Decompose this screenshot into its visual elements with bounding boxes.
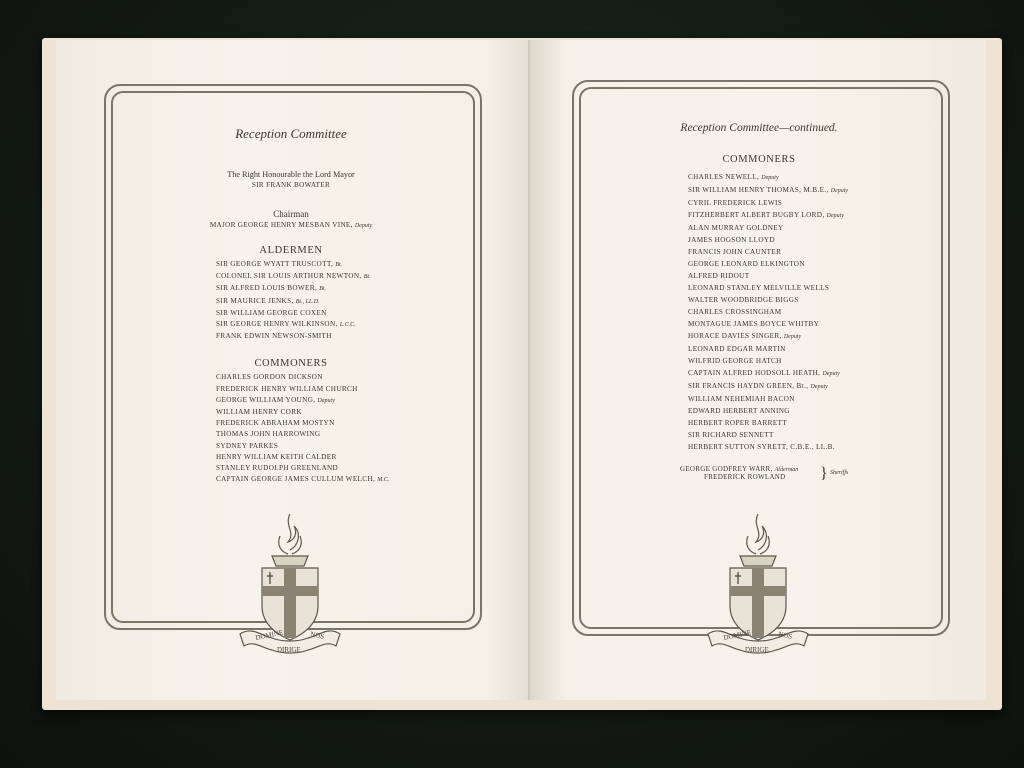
lord-mayor-block (116, 170, 466, 189)
member-suffix: L.C.C. (339, 322, 356, 329)
member-row (688, 355, 934, 367)
member-name: SIR GEORGE HENRY WILKINSON, (216, 320, 338, 329)
member-name: LEONARD STANLEY MELVILLE WELLS (688, 284, 830, 292)
member-name: FREDERICK ABRAHAM MOSTYN (216, 419, 335, 428)
chairman-name-text: MAJOR GEORGE HENRY MESBAN VINE, (209, 221, 353, 229)
member-name: CAPTAIN GEORGE JAMES CULLUM WELCH, (216, 475, 376, 484)
member-row (688, 330, 934, 343)
member-suffix: Bt. (319, 286, 327, 293)
member-row (688, 209, 934, 222)
member-name: GEORGE WILLIAM YOUNG, (216, 395, 316, 404)
right-commoners-heading: COMMONERS (722, 154, 796, 165)
member-name: MONTAGUE JAMES BOYCE WHITBY (688, 320, 820, 328)
crest-motto-left: DOMINE (254, 628, 284, 642)
member-row (216, 319, 466, 331)
member-row (216, 331, 466, 342)
member-name: FITZHERBERT ALBERT BUGBY LORD, (688, 211, 825, 219)
member-name: FRANCIS JOHN CAUNTER (688, 248, 782, 256)
sheriff-1-suffix: Alderman (774, 467, 799, 473)
sheriffs-label: Sheriffs (830, 470, 849, 476)
left-page (56, 40, 528, 700)
lord-mayor-name: SIR FRANK BOWATER (251, 181, 331, 189)
member-row (216, 429, 466, 440)
member-suffix: Deputy (783, 334, 802, 340)
member-name: SIR GEORGE WYATT TRUSCOTT, (216, 260, 334, 268)
right-commoners-list (688, 171, 934, 453)
member-name: FREDERICK HENRY WILLIAM CHURCH (216, 384, 358, 393)
right-page-content (584, 122, 934, 481)
sheriffs-block (680, 465, 934, 481)
member-row (688, 234, 934, 246)
member-name: WILFRID GEORGE HATCH (688, 357, 782, 365)
member-suffix: Deputy (830, 188, 849, 194)
member-name: COLONEL SIR LOUIS ARTHUR NEWTON, (216, 272, 362, 281)
member-name: ALFRED RIDOUT (688, 272, 750, 280)
sheriffs-brace: } (820, 465, 828, 482)
member-name: LEONARD EDGAR MARTIN (688, 345, 786, 353)
member-row (688, 171, 934, 184)
member-name: CHARLES GORDON DICKSON (216, 373, 323, 382)
member-row (216, 271, 466, 283)
city-crest-left (232, 506, 348, 660)
sheriff-1-name: GEORGE GODFREY WARR, (680, 465, 773, 473)
member-suffix: Bt. (335, 262, 343, 268)
member-name: WILLIAM NEHEMIAH BACON (688, 395, 795, 403)
member-row (688, 380, 934, 393)
member-row (688, 197, 934, 209)
member-name: SIR FRANCIS HAYDN GREEN, Bt., (688, 382, 809, 390)
member-row (216, 452, 466, 463)
member-row (216, 418, 466, 429)
member-row (216, 474, 466, 486)
member-name: SIR ALFRED LOUIS BOWER, (216, 284, 318, 293)
lord-mayor-heading: The Right Honourable the Lord Mayor (227, 170, 355, 179)
crest-motto-right: NOS (309, 630, 325, 641)
member-suffix: Deputy (317, 397, 335, 404)
open-booklet (42, 30, 1002, 710)
aldermen-heading: ALDERMEN (259, 245, 323, 256)
member-row (688, 270, 934, 282)
member-row (216, 259, 466, 271)
member-name: ALAN MURRAY GOLDNEY (688, 224, 784, 232)
member-name: SIR MAURICE JENKS, (216, 296, 294, 305)
member-row (216, 384, 466, 395)
member-row (688, 318, 934, 330)
member-name: JAMES HOGSON LLOYD (688, 236, 775, 244)
member-row (688, 294, 934, 306)
member-row (216, 441, 466, 452)
chairman-name (116, 221, 466, 229)
member-row (688, 343, 934, 355)
member-name: FRANK EDWIN NEWSON-SMITH (216, 332, 332, 341)
member-row (688, 405, 934, 417)
member-name: EDWARD HERBERT ANNING (688, 407, 790, 415)
member-row (688, 393, 934, 405)
member-row (216, 372, 466, 383)
left-commoners-list (216, 372, 466, 486)
member-name: SYDNEY PARKES (216, 441, 279, 450)
member-row (688, 246, 934, 258)
member-row (216, 407, 466, 418)
member-name: SIR RICHARD SENNETT (688, 431, 774, 439)
member-row (688, 441, 934, 453)
member-suffix: Bt. (363, 274, 371, 281)
member-name: CYRIL FREDERICK LEWIS (688, 199, 783, 207)
left-page-content (116, 126, 466, 486)
member-row (688, 184, 934, 197)
member-name: HERBERT SUTTON SYRETT, C.B.E., LL.B. (688, 443, 835, 451)
member-row (688, 306, 934, 318)
member-row (216, 395, 466, 407)
member-name: WALTER WOODBRIDGE BIGGS (688, 296, 799, 304)
member-name: STANLEY RUDOLPH GREENLAND (216, 464, 339, 473)
member-name: SIR WILLIAM GEORGE COXEN (216, 308, 327, 317)
member-row (216, 463, 466, 474)
member-row (216, 296, 466, 308)
member-row (688, 367, 934, 380)
member-row (688, 222, 934, 234)
member-row (688, 282, 934, 294)
member-row (688, 429, 934, 441)
member-name: CAPTAIN ALFRED HODSOLL HEATH, (688, 369, 821, 377)
member-row (216, 283, 466, 295)
chairman-block (116, 209, 466, 229)
crest-motto-bottom-2: DIRIGE (745, 646, 769, 654)
member-row (688, 258, 934, 270)
city-crest-right (700, 506, 816, 660)
member-name: HORACE DAVIES SINGER, (688, 332, 782, 340)
crest-motto-right-2: NOS (777, 630, 793, 641)
crest-motto-left-2: DOMINE (722, 628, 752, 642)
member-suffix: M.C. (377, 477, 390, 484)
right-page-title: Reception Committee—continued. (680, 122, 838, 134)
aldermen-list (216, 259, 466, 342)
member-name: HENRY WILLIAM KEITH CALDER (216, 452, 337, 461)
member-suffix: Bt., LL.D. (295, 298, 320, 305)
member-suffix: Deputy (761, 175, 779, 181)
member-name: WILLIAM HENRY CORK (216, 408, 302, 417)
member-name: THOMAS JOHN HARROWING (216, 430, 321, 439)
member-row (216, 308, 466, 319)
member-suffix: Deputy (810, 384, 828, 390)
member-suffix: Deputy (826, 213, 844, 219)
chairman-suffix: Deputy (354, 223, 373, 229)
sheriff-1 (680, 465, 934, 473)
member-name: HERBERT ROPER BARRETT (688, 419, 788, 427)
left-page-title: Reception Committee (235, 126, 347, 141)
member-name: SIR WILLIAM HENRY THOMAS, M.B.E., (688, 186, 829, 194)
left-commoners-heading: COMMONERS (254, 358, 328, 370)
sheriff-2: FREDERICK ROWLAND (704, 473, 786, 481)
crest-motto-bottom: DIRIGE (277, 646, 301, 654)
right-page (530, 40, 986, 700)
member-row (688, 417, 934, 429)
member-name: CHARLES NEWELL, (688, 173, 760, 181)
member-name: GEORGE LEONARD ELKINGTON (688, 260, 805, 268)
member-name: CHARLES CROSSINGHAM (688, 308, 782, 316)
member-suffix: Deputy (822, 371, 840, 377)
chairman-heading: Chairman (273, 209, 309, 219)
